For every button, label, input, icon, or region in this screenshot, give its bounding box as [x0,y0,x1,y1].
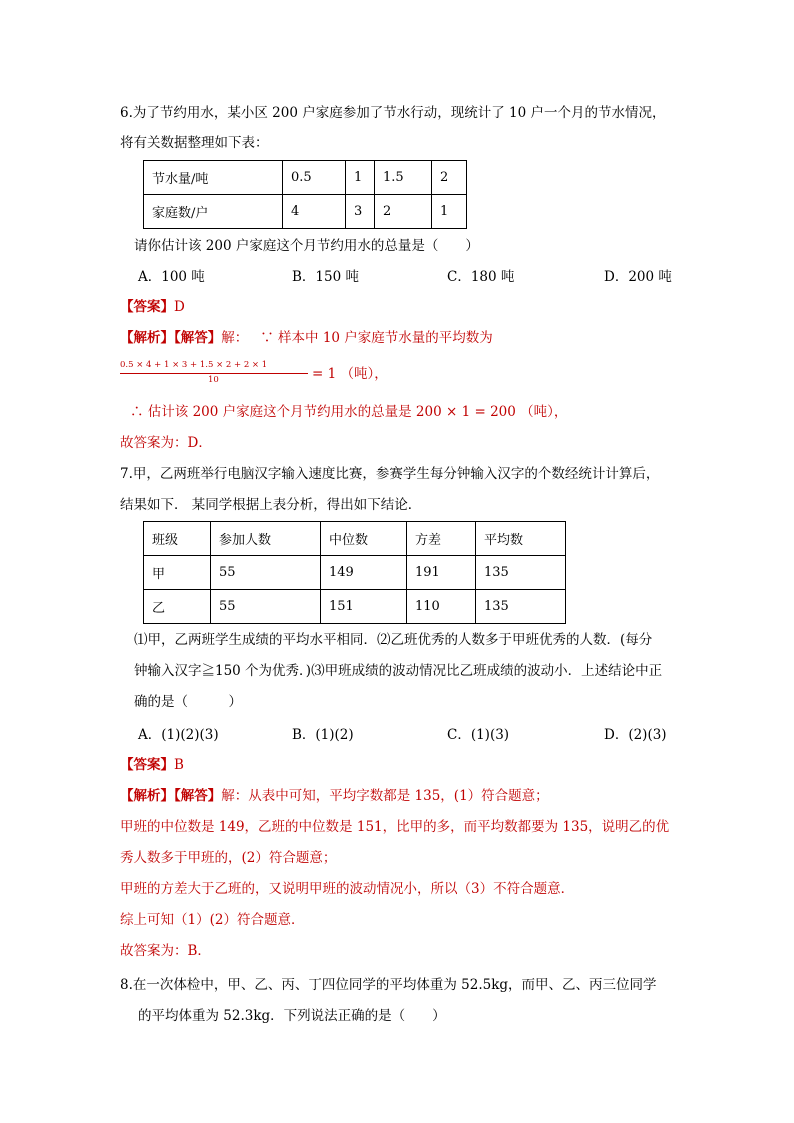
q7-option-b: B．(1)(2) [292,727,354,743]
table-row [144,195,467,229]
table-cell: 2 [432,161,467,195]
table-cell: 1.5 [375,161,432,195]
q7-stem-line2: 结果如下． 某同学根据上表分析，得出如下结论． [120,497,422,513]
q6-final: 故答案为：D． [120,435,212,451]
q6-option-b: B．150 吨 [292,269,359,285]
answer-value: D [174,299,185,315]
table-cell: 151 [321,590,407,624]
table-cell: 中位数 [321,522,407,556]
table-cell: 55 [211,590,321,624]
analysis-text: 解：从表中可知，平均字数都是 135，(1）符合题意； [221,788,549,804]
table-cell: 参加人数 [211,522,321,556]
answer-tag: 【答案】 [120,299,174,315]
q7-analysis-line3: 秀人数多于甲班的，(2）符合题意； [120,850,337,866]
q7-option-d: D．(2)(3) [604,727,667,743]
table-cell: 110 [407,590,476,624]
q7-analysis-line5: 综上可知（1）(2）符合题意． [120,912,305,928]
analysis-tag: 【解析】【解答】 [120,788,222,804]
table-cell: 1 [432,195,467,229]
table-cell: 1 [346,161,375,195]
q7-option-a: A．(1)(2)(3) [138,727,219,743]
q6-data-table [143,160,467,229]
table-cell: 平均数 [476,522,566,556]
q6-question: 请你估计该 200 户家庭这个月节约用水的总量是（ ） [134,238,479,254]
q7-statement-line2: 钟输入汉字≧150 个为优秀．)⑶甲班成绩的波动情况比乙班成绩的波动小．上述结论中正 [134,663,663,679]
table-row [144,556,566,590]
q7-answer [120,755,184,775]
table-cell: 0.5 [283,161,346,195]
q8-stem-line1: 8.在一次体检中，甲、乙、丙、丁四位同学的平均体重为 52.5kg，而甲、乙、丙三位同学 [120,977,657,993]
q7-analysis-line2: 甲班的中位数是 149，乙班的中位数是 151，比甲的多，而平均数都要为 135，说明乙的优 [120,819,670,835]
q7-analysis-line4: 甲班的方差大于乙班的，又说明甲班的波动情况小，所以（3）不符合题意． [120,881,575,897]
q6-stem-line2: 将有关数据整理如下表： [120,135,269,151]
q7-stem-line1: 7.甲，乙两班举行电脑汉字输入速度比赛，参赛学生每分钟输入汉字的个数经统计计算后， [120,466,660,482]
table-cell: 4 [283,195,346,229]
q7-statement-line1: ⑴甲，乙两班学生成绩的平均水平相同．⑵乙班优秀的人数多于甲班优秀的人数．(每分 [134,632,653,648]
q7-data-table [143,521,566,624]
table-cell: 乙 [144,590,211,624]
fraction-numerator: 0.5 × 4 + 1 × 3 + 1.5 × 2 + 2 × 1 [120,360,268,370]
answer-tag: 【答案】 [120,757,174,773]
table-cell: 3 [346,195,375,229]
q6-answer [120,297,185,317]
analysis-text: ∵ 样本中 10 户家庭节水量的平均数为 [260,330,493,346]
q6-therefore: ∴ 估计该 200 户家庭这个月节约用水的总量是 200 × 1 = 200 （吨）， [130,404,568,420]
q6-stem-line1: 6.为了节约用水，某小区 200 户家庭参加了节水行动，现统计了 10 户一个月的节水情况， [120,105,666,121]
q6-analysis-line1 [120,328,493,348]
table-cell: 节水量/吨 [144,161,283,195]
analysis-lead: 解： [221,330,249,346]
q6-option-d: D．200 吨 [604,269,672,285]
table-cell: 191 [407,556,476,590]
q7-statement-line3: 确的是（ ） [134,694,242,710]
table-cell: 55 [211,556,321,590]
q6-option-a: A．100 吨 [138,269,205,285]
table-row [144,590,566,624]
answer-value: B [174,757,184,773]
q8-stem-line2: 的平均体重为 52.3kg．下列说法正确的是（ ） [138,1008,446,1024]
analysis-tag: 【解析】【解答】 [120,330,222,346]
table-cell: 149 [321,556,407,590]
q7-analysis-line1 [120,786,549,806]
table-cell: 班级 [144,522,211,556]
table-cell: 甲 [144,556,211,590]
table-cell: 方差 [407,522,476,556]
fraction-bar [120,373,308,374]
table-cell: 135 [476,556,566,590]
table-row [144,161,467,195]
table-row [144,522,566,556]
q7-option-c: C．(1)(3) [447,727,510,743]
table-cell: 2 [375,195,432,229]
table-cell: 135 [476,590,566,624]
table-cell: 家庭数/户 [144,195,283,229]
fraction-result: = 1 （吨）， [312,366,388,382]
fraction-denominator: 10 [208,375,219,385]
q7-final: 故答案为：B． [120,943,211,959]
q6-option-c: C．180 吨 [447,269,515,285]
